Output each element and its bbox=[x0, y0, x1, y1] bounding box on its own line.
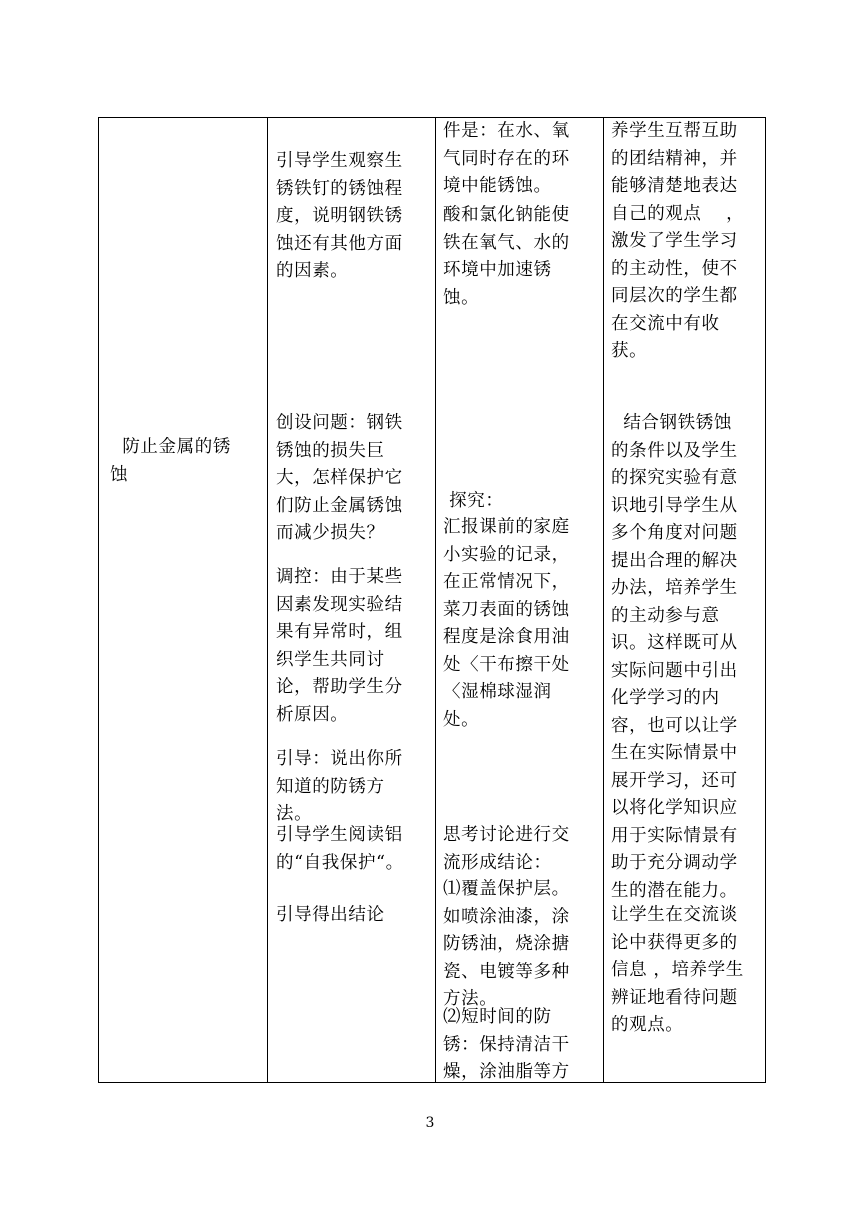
guide-conclusion-text: 引导得出结论 bbox=[276, 905, 385, 925]
observe-text: 引导学生观察生 锈铁钉的锈蚀程 度，说明钢铁锈 蚀还有其他方面 的因素。 bbox=[276, 151, 403, 281]
lesson-plan-table bbox=[98, 117, 766, 1083]
report-text: 汇报课前的家庭 小实验的记录， 在正常情况下， 菜刀表面的锈蚀 程度是涂食用油 处〈干布擦干处 〈湿棉球湿润 处。 bbox=[443, 517, 570, 730]
cover-text: ⑴覆盖保护层。 如喷涂油漆，涂 防锈油，烧涂搪 瓷、电镀等多种 方法。 bbox=[443, 879, 570, 1009]
guide-methods-text: 引导：说出你所 知道的防锈方 法。 bbox=[276, 749, 403, 824]
topic-text: 防止金属的锈 蚀 bbox=[110, 437, 231, 485]
teacher-activity-cell bbox=[268, 118, 436, 1083]
student-activity-cell bbox=[436, 118, 604, 1083]
exchange-text: 让学生在交流谈 论中获得更多的 信息 ，培养学生 辨证地看待问题 的观点。 bbox=[611, 905, 744, 1035]
think-text: 思考讨论进行交 流形成结论： bbox=[443, 825, 570, 873]
page-number: 3 bbox=[425, 1115, 435, 1131]
guide-reading-text: 引导学生阅读铝 的“自我保护“。 bbox=[276, 825, 404, 873]
short-term-text: ⑵短时间的防 锈：保持清洁干 燥，涂油脂等方 bbox=[443, 1007, 570, 1082]
explore-label: 探究： bbox=[443, 491, 504, 511]
topic-cell bbox=[99, 118, 268, 1083]
condition-text: 件是：在水、氧 气同时存在的环 境中能锈蚀。 bbox=[443, 121, 570, 196]
question-text: 创设问题：钢铁 锈蚀的损失巨 大，怎样保护它 们防止金属锈蚀 而减少损失？ bbox=[276, 413, 403, 543]
cooperate-text: 养学生互帮互助 的团结精神，并 能够清楚地表达 自己的观点 ， 激发了学生学习 的主动性，使不 同层次的学生都 在交流中有收 获。 bbox=[611, 121, 745, 361]
design-intent-cell bbox=[604, 118, 766, 1083]
combine-text: 结合钢铁锈蚀 的条件以及学生 的探究实验有意 识地引导学生从 多个角度对问题 提出合理的解决 办法，培养学生 的主动参与意 识。这样既可从 实际问题中引出 化学学习的内 容，也可以让学 生在实际情景中 展开学习，还可 以将化学知识应 用于实际情景有 助于充分调动学 生的潜在能力。 bbox=[611, 413, 738, 901]
table-row bbox=[99, 118, 766, 1083]
control-text: 调控：由于某些 因素发现实验结 果有异常时，组 织学生共同讨 论，帮助学生分 析原因。 bbox=[276, 567, 403, 725]
acid-text: 酸和氯化钠能使 铁在氧气、水的 环境中加速锈 蚀。 bbox=[443, 205, 570, 308]
